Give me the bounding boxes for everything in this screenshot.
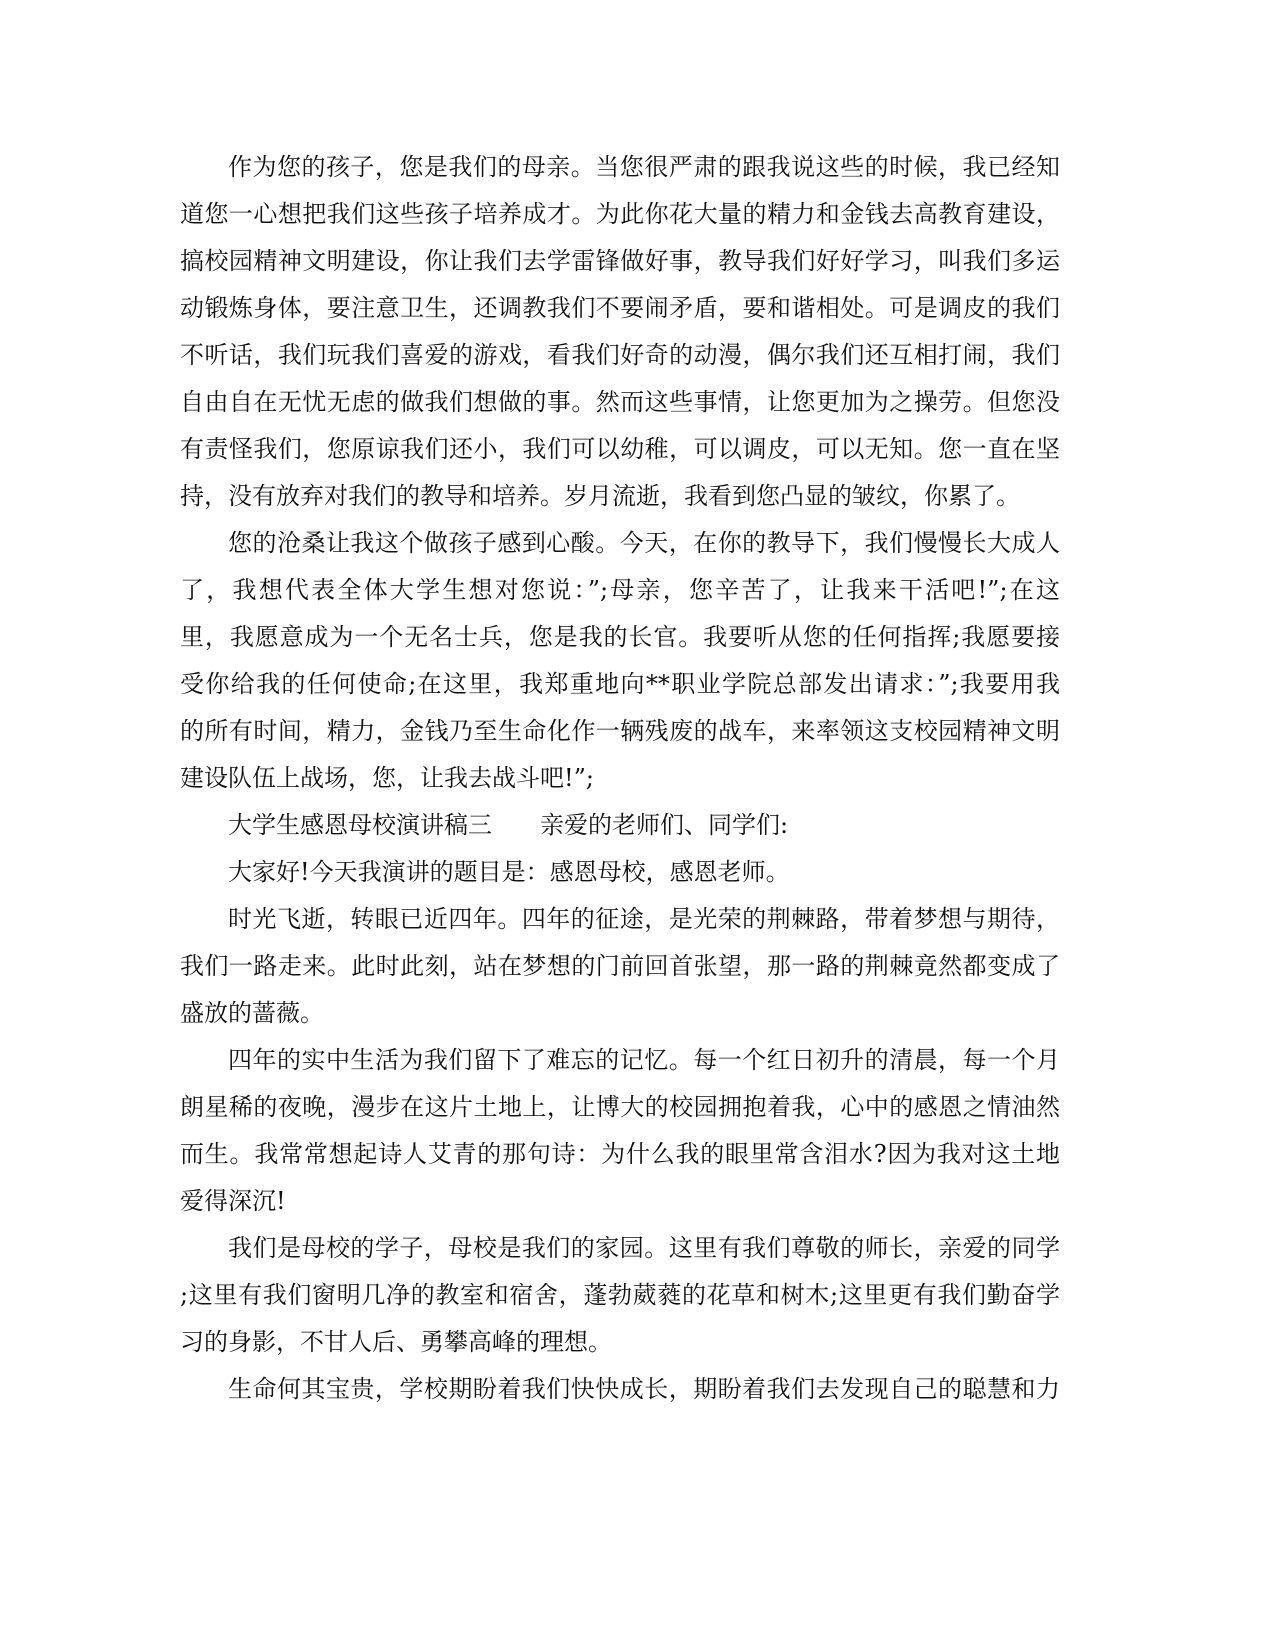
paragraph-line: 持，没有放弃对我们的教导和培养。岁月流逝，我看到您凸显的皱纹，你累了。 <box>180 482 1020 510</box>
paragraph-line: 时光飞逝，转眼已近四年。四年的征途，是光荣的荆棘路，带着梦想与期待， <box>228 905 1060 933</box>
speech-heading-line <box>228 810 1060 840</box>
paragraph-line: ;这里有我们窗明几净的教室和宿舍，蓬勃葳蕤的花草和树木;这里更有我们勤奋学 <box>180 1281 1060 1309</box>
paragraph-line: 生命何其宝贵，学校期盼着我们快快成长，期盼着我们去发现自己的聪慧和力 <box>228 1375 1060 1403</box>
speech-salutation: 亲爱的老师们、同学们: <box>540 811 789 839</box>
paragraph-line: 自由自在无忧无虑的做我们想做的事。然而这些事情，让您更加为之操劳。但您没 <box>180 388 1060 416</box>
paragraph-line: 盛放的蔷薇。 <box>180 999 324 1027</box>
paragraph-line: 不听话，我们玩我们喜爱的游戏，看我们好奇的动漫，偶尔我们还互相打闹，我们 <box>180 341 1060 369</box>
paragraph-line: 而生。我常常想起诗人艾青的那句诗：为什么我的眼里常含泪水?因为我对这土地 <box>180 1140 1060 1168</box>
paragraph-line: 我们一路走来。此时此刻，站在梦想的门前回首张望，那一路的荆棘竟然都变成了 <box>180 952 1060 980</box>
paragraph-line: 里，我愿意成为一个无名士兵，您是我的长官。我要听从您的任何指挥;我愿要接 <box>180 623 1060 651</box>
paragraph-line: 四年的实中生活为我们留下了难忘的记忆。每一个红日初升的清晨，每一个月 <box>228 1046 1060 1074</box>
paragraph-line: 受你给我的任何使命;在这里，我郑重地向**职业学院总部发出请求：”;我要用我 <box>180 670 1060 698</box>
paragraph-line: 的所有时间，精力，金钱乃至生命化作一辆残废的战车，来率领这支校园精神文明 <box>180 717 1060 745</box>
paragraph-line: 习的身影，不甘人后、勇攀高峰的理想。 <box>180 1328 612 1356</box>
paragraph-line: 了，我想代表全体大学生想对您说：”;母亲，您辛苦了，让我来干活吧!”;在这 <box>180 576 1060 604</box>
speech-title: 大学生感恩母校演讲稿三 <box>228 811 492 839</box>
paragraph-line: 搞校园精神文明建设，你让我们去学雷锋做好事，教导我们好好学习，叫我们多运 <box>180 247 1060 275</box>
paragraph-line: 大家好!今天我演讲的题目是：感恩母校，感恩老师。 <box>228 858 790 886</box>
paragraph-line: 朗星稀的夜晚，漫步在这片土地上，让博大的校园拥抱着我，心中的感恩之情油然 <box>180 1093 1060 1121</box>
paragraph-line: 作为您的孩子，您是我们的母亲。当您很严肃的跟我说这些的时候，我已经知 <box>228 153 1060 181</box>
paragraph-line: 动锻炼身体，要注意卫生，还调教我们不要闹矛盾，要和谐相处。可是调皮的我们 <box>180 294 1060 322</box>
paragraph-line: 您的沧桑让我这个做孩子感到心酸。今天，在你的教导下，我们慢慢长大成人 <box>228 529 1060 557</box>
paragraph-line: 爱得深沉! <box>180 1187 286 1215</box>
paragraph-line: 有责怪我们，您原谅我们还小，我们可以幼稚，可以调皮，可以无知。您一直在坚 <box>180 435 1060 463</box>
paragraph-line: 建设队伍上战场，您，让我去战斗吧!”; <box>180 764 594 792</box>
paragraph-line: 道您一心想把我们这些孩子培养成才。为此你花大量的精力和金钱去高教育建设， <box>180 200 1060 228</box>
paragraph-line: 我们是母校的学子，母校是我们的家园。这里有我们尊敬的师长，亲爱的同学 <box>228 1234 1060 1262</box>
